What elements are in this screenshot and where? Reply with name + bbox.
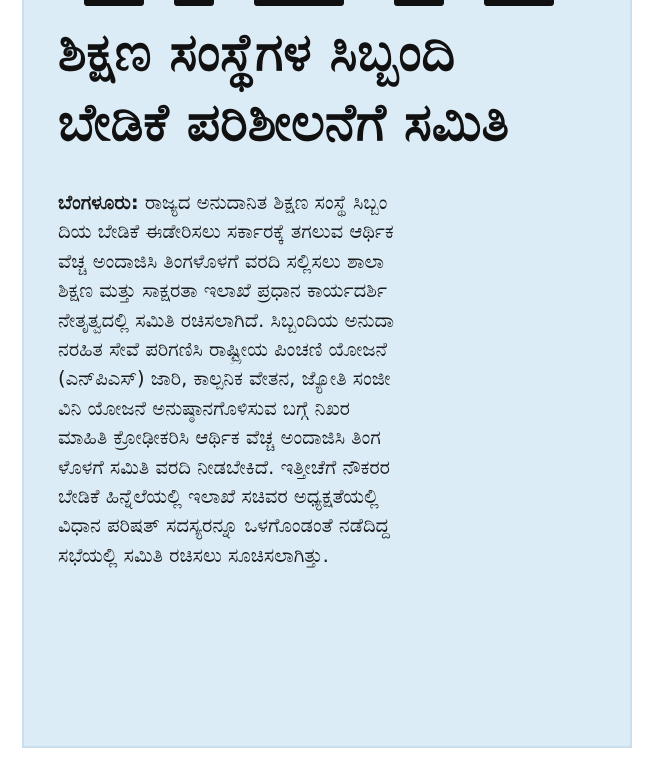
body-line: ವಿನಿ ಯೋಜನೆ ಅನುಷ್ಠಾನಗೊಳಿಸುವ ಬಗ್ಗೆ ನಿಖರ: [58, 396, 351, 420]
article-body: [58, 188, 614, 570]
body-line-1-text: ರಾಜ್ಯದ ಅನುದಾನಿತ ಶಿಕ್ಷಣ ಸಂಸ್ಥೆ ಸಿಬ್ಬಂ: [138, 191, 388, 214]
headline-line-2: ಬೇಡಿಕೆ ಪರಿಶೀಲನೆಗೆ ಸಮಿತಿ: [58, 93, 510, 153]
dateline: ಬೆಂಗಳೂರು:: [58, 191, 139, 214]
article-panel: [22, 0, 632, 748]
body-line: (ಎನ್‌ಪಿಎಸ್) ಜಾರಿ, ಕಾಲ್ಪನಿಕ ವೇತನ, ಜ್ಯೋತಿ ಸಂಜೀ: [58, 367, 391, 391]
body-line: ಳೊಳಗೆ ಸಮಿತಿ ವರದಿ ನೀಡಬೇಕಿದೆ. ಇತ್ತೀಚೆಗೆ ನೌಕರರ: [58, 455, 390, 479]
body-line: ವೆಚ್ಚ ಅಂದಾಜಿಸಿ ತಿಂಗಳೊಳಗೆ ವರದಿ ಸಲ್ಲಿಸಲು ಶಾಲಾ: [58, 249, 385, 273]
article-headline: [58, 18, 628, 158]
body-line: ಮಾಹಿತಿ ಕ್ರೋಢೀಕರಿಸಿ ಆರ್ಥಿಕ ವೆಚ್ಚ ಅಂದಾಜಿಸಿ ತಿಂಗ: [58, 426, 381, 450]
cut-off-previous-line: [64, 0, 584, 10]
body-line-1: [58, 188, 614, 217]
body-line: ನರಹಿತ ಸೇವೆ ಪರಿಗಣಿಸಿ ರಾಷ್ಟ್ರೀಯ ಪಿಂಚಣಿ ಯೋಜನೆ: [58, 338, 388, 362]
headline-line-1: ಶಿಕ್ಷಣ ಸಂಸ್ಥೆಗಳ ಸಿಬ್ಬಂದಿ: [58, 23, 456, 83]
body-line: ದಿಯ ಬೇಡಿಕೆ ಈಡೇರಿಸಲು ಸರ್ಕಾರಕ್ಕೆ ತಗಲುವ ಆರ್ಥಿಕ: [58, 220, 394, 244]
body-line: ಶಿಕ್ಷಣ ಮತ್ತು ಸಾಕ್ಷರತಾ ಇಲಾಖೆ ಪ್ರಧಾನ ಕಾರ್ಯದರ್ಶಿ: [58, 279, 388, 303]
body-line: ಸಭೆಯಲ್ಲಿ ಸಮಿತಿ ರಚಿಸಲು ಸೂಚಿಸಲಾಗಿತ್ತು.: [58, 543, 329, 567]
body-line: ವಿಧಾನ ಪರಿಷತ್ ಸದಸ್ಯರನ್ನೂ ಒಳಗೊಂಡಂತೆ ನಡೆದಿದ್ದ: [58, 514, 390, 538]
body-line: ನೇತೃತ್ವದಲ್ಲಿ ಸಮಿತಿ ರಚಿಸಲಾಗಿದೆ. ಸಿಬ್ಬಂದಿಯ ಅನುದಾ: [58, 308, 394, 332]
body-line: ಬೇಡಿಕೆ ಹಿನ್ನೆಲೆಯಲ್ಲಿ ಇಲಾಖೆ ಸಚಿವರ ಅಧ್ಯಕ್ಷತೆಯಲ್ಲಿ: [58, 485, 379, 509]
